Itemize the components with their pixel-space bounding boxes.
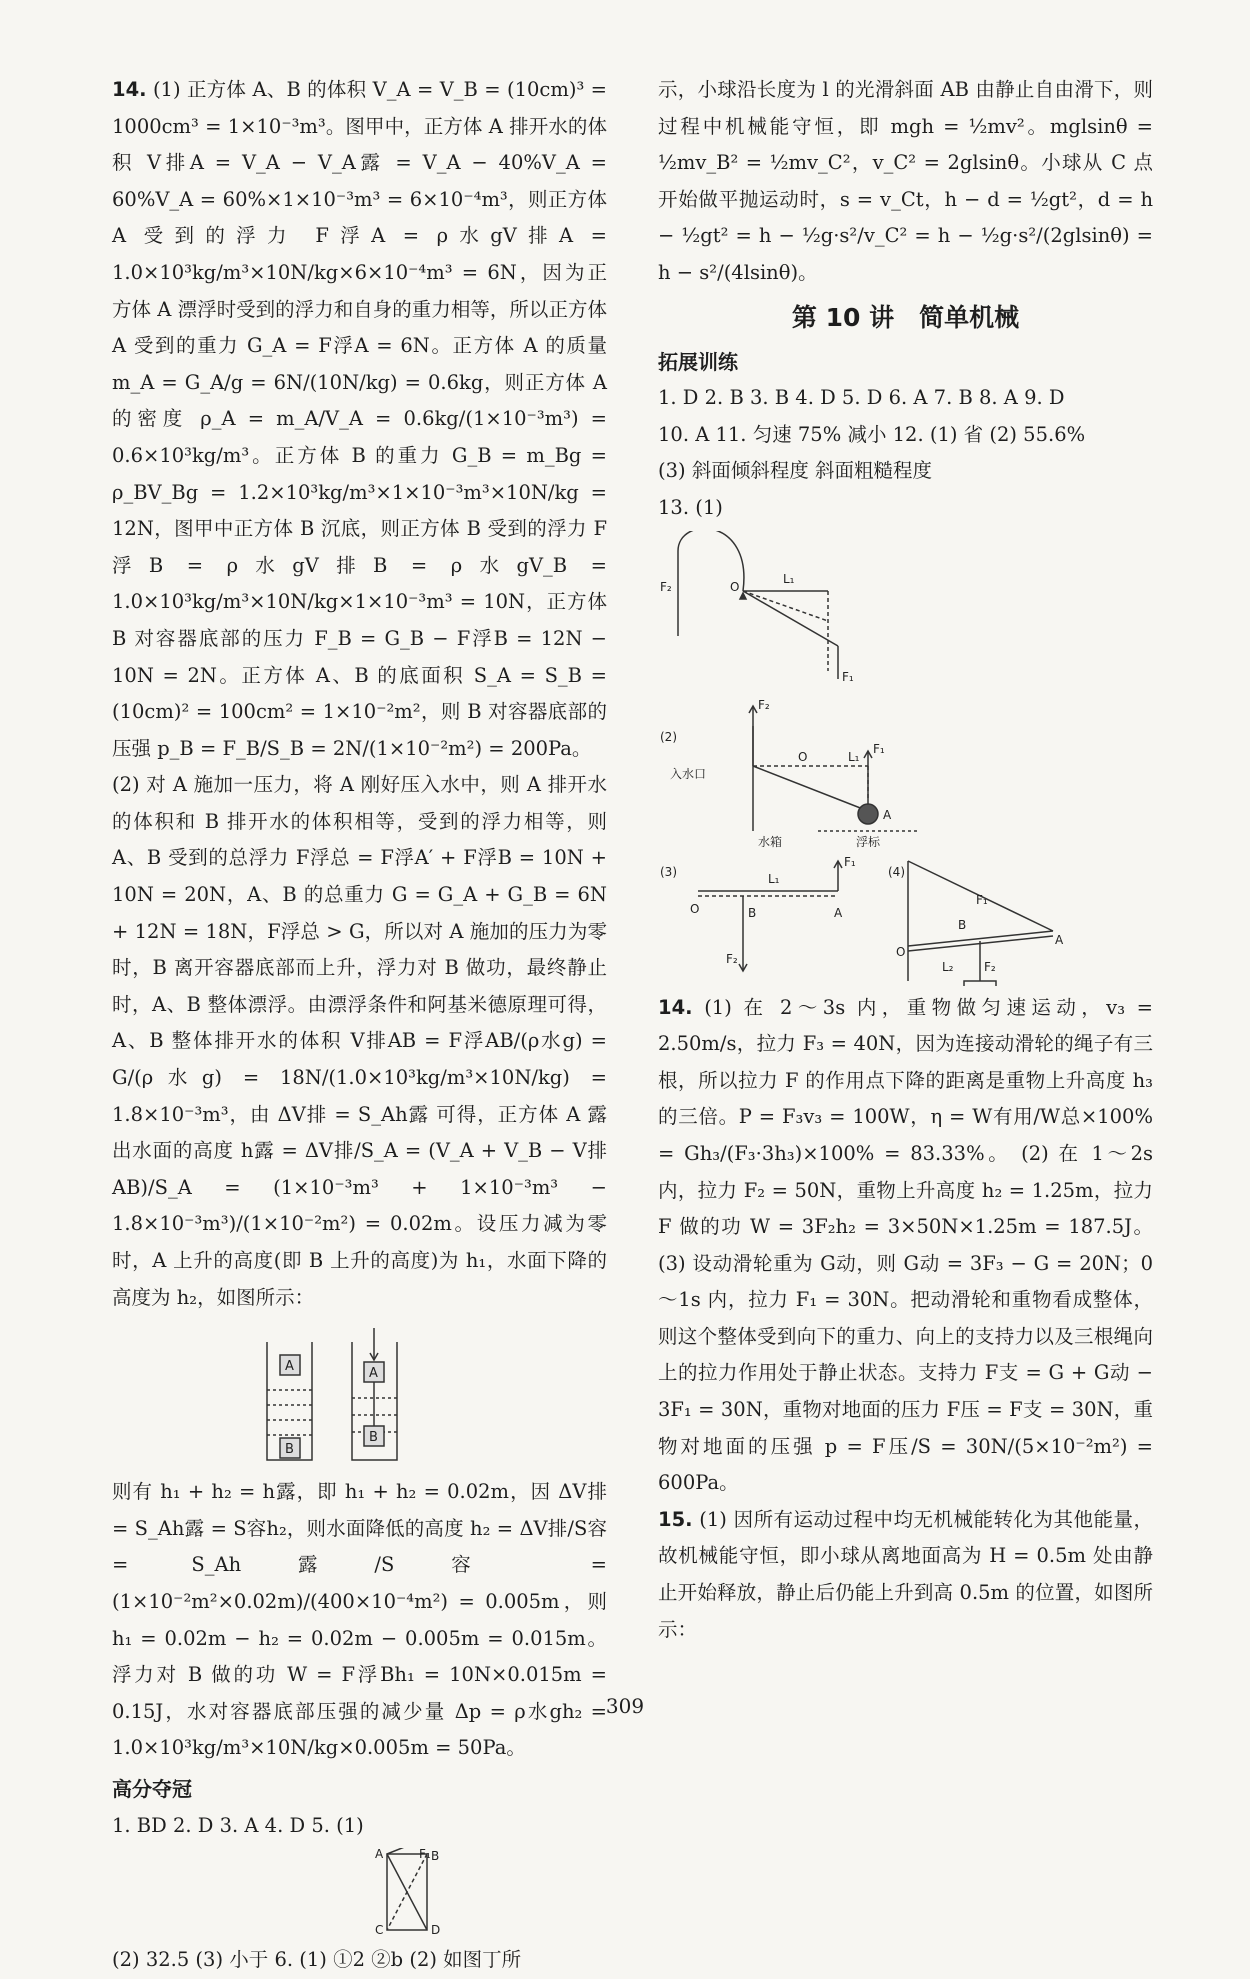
section-title-gaofen: 高分夺冠	[112, 1776, 192, 1801]
q13-3-o: O	[690, 901, 700, 916]
q14-part1-text: (1) 正方体 A、B 的体积 V_A = V_B = (10cm)³ = 1000cm³ = 1×10⁻³m³。图甲中，正方体 A 排开水的体积 V排A = V_A − V_A露 = V_A − 40%V_A = 60%V_A = 60%×1×10⁻³m³ = 6×10⁻⁴m³，则正方体 A 受到的浮力 F浮A = ρ水gV排A = 1.0×10³kg/m³×10N/kg×6×10⁻⁴m³ = 6N，因为正方体 A 漂浮时受到的浮力和自身的重力相等，所以正方体 A 受到的重力 G_A = F浮A = 6N。正方体 A 的质量 m_A = G_A/g = 6N/(10N/kg) = 0.6kg，则正方体 A 的密度 ρ_A = m_A/V_A = 0.6kg/(1×10⁻³m³) = 0.6×10³kg/m³。正方体 B 的重力 G_B = m_Bg = ρ_BV_Bg = 1.2×10³kg/m³×1×10⁻³m³×10N/kg = 12N，图甲中正方体 B 沉底，则正方体 B 受到的浮力 F浮B = ρ水gV排B = ρ水gV_B = 1.0×10³kg/m³×10N/kg×1×10⁻³m³ = 10N，正方体 B 对容器底部的压力 F_B = G_B − F浮B = 12N − 10N = 2N。正方体 A、B 的底面积 S_A = S_B = (10cm)² = 100cm² = 1×10⁻²m²，则 B 对容器底部的压强 p_B = F_B/S_B = 2N/(1×10⁻²m²) = 200Pa。	[112, 78, 608, 760]
q13-2-f2: F₂	[758, 697, 770, 712]
q5-label-a: A	[375, 1848, 384, 1862]
left-column	[112, 72, 607, 1979]
q5-label-b: B	[431, 1849, 440, 1864]
q13-label: 13. (1)	[658, 495, 723, 519]
tuozhan-answers-2: 10. A 11. 匀速 75% 减小 12. (1) 省 (2) 55.6%	[658, 422, 1086, 446]
fig-label-a1: A	[285, 1359, 294, 1375]
q13-1-o: O	[730, 579, 740, 594]
fig-label-b2: B	[369, 1430, 378, 1446]
q15-text: (1) 因所有运动过程中均无机械能转化为其他能量，故机械能守恒，即小球从离地面高为 H = 0.5m 处由静止开始释放，静止后仍能上升到高 0.5m 的位置，如图所示：	[658, 1507, 1153, 1641]
q15-paragraph	[658, 1502, 1153, 1648]
q13-1-f2: F₂	[660, 579, 672, 594]
q5-label-f1: F₁	[419, 1848, 431, 1862]
q13-4-f2: F₂	[984, 959, 996, 974]
q13-2-inlet: 入水口	[670, 766, 707, 781]
q14-after-figure: 则有 h₁ + h₂ = h露，即 h₁ + h₂ = 0.02m，因 ΔV排 = S_Ah露 = S容h₂，则水面降低的高度 h₂ = ΔV排/S容 = S_Ah露/S容 = (1×10⁻²m²×0.02m)/(400×10⁻⁴m²) = 0.005m，则 h₁ = 0.02m − h₂ = 0.02m − 0.005m = 0.015m。浮力对 B 做的功 W = F浮Bh₁ = 10N×0.015m = 0.15J，水对容器底部压强的减少量 Δp = ρ水gh₂ = 1.0×10³kg/m³×10N/kg×0.005m = 50Pa。	[112, 1480, 607, 1760]
q13-1-f1: F₁	[842, 669, 854, 684]
container-figure	[112, 1320, 607, 1470]
q13-4-part: (4)	[888, 864, 905, 879]
q5-rectangle-figure	[112, 1848, 607, 1938]
section-title-tuozhan: 拓展训练	[658, 349, 738, 374]
right-column	[658, 72, 1153, 1648]
page-number: 309	[605, 1694, 645, 1718]
q13-4-b: B	[958, 917, 967, 932]
q13-3-l1: L₁	[768, 871, 780, 886]
q13-3-part: (3)	[660, 864, 677, 879]
q13-2-l1: L₁	[848, 749, 860, 764]
gaofen-answers-1: 1. BD 2. D 3. A 4. D 5. (1)	[112, 1813, 364, 1837]
q13-4-l2: L₂	[942, 959, 954, 974]
q13-2-o: O	[798, 749, 808, 764]
q14-label: 14.	[112, 78, 147, 101]
q13-4-o: O	[896, 944, 906, 959]
q13-1-l1: L₁	[783, 571, 795, 586]
q13-4-a: A	[1055, 932, 1064, 947]
q13-3-b: B	[748, 905, 757, 920]
fig-label-b1: B	[285, 1442, 294, 1458]
q13-2-float: 浮标	[856, 834, 881, 849]
continuation-text: 示，小球沿长度为 l 的光滑斜面 AB 由静止自由滑下，则过程中机械能守恒，即 mgh = ½mv²。mglsinθ = ½mv_B² = ½mv_C²，v_C² = 2glsinθ。小球从 C 点开始做平抛运动时，s = v_Ct，h − d = ½gt²，d = h − ½gt² = h − ½g·s²/v_C² = h − ½g·s²/(2glsinθ) = h − s²/(4lsinθ)。	[658, 78, 1153, 284]
q14r-text: (1) 在 2～3s 内，重物做匀速运动，v₃ = 2.50m/s，拉力 F₃ = 40N，因为连接动滑轮的绳子有三根，所以拉力 F 的作用点下降的距离是重物上升高度 h₃ 的三倍。P = F₃v₃ = 100W，η = W有用/W总×100% = Gh₃/(F₃·3h₃)×100% = 83.33%。 (2) 在 1～2s 内，拉力 F₂ = 50N，重物上升高度 h₂ = 1.25m，拉力 F 做的功 W = 3F₂h₂ = 3×50N×1.25m = 187.5J。 (3) 设动滑轮重为 G动，则 G动 = 3F₃ − G = 20N；0～1s 内，拉力 F₁ = 30N。把动滑轮和重物看成整体，则这个整体受到向下的重力、向上的支持力以及三根绳向上的拉力作用处于静止状态。支持力 F支 = G + G动 − 3F₁ = 30N，重物对地面的压力 F压 = F支 = 30N，重物对地面的压强 p = F压/S = 30N/(5×10⁻²m²) = 600Pa。	[658, 995, 1153, 1495]
q13-2-tank: 水箱	[758, 834, 783, 849]
tuozhan-answers-1: 1. D 2. B 3. B 4. D 5. D 6. A 7. B 8. A 9. D	[658, 386, 1065, 410]
q13-4-f1: F₁	[976, 892, 988, 907]
q13-3-f2: F₂	[726, 951, 738, 966]
fig-label-a2: A	[369, 1366, 378, 1382]
q13-2-f1: F₁	[873, 741, 885, 756]
q13-lever-diagrams	[658, 531, 1153, 986]
q14-paragraph-1	[112, 72, 607, 767]
q14-paragraph-2: (2) 对 A 施加一压力，将 A 刚好压入水中，则 A 排开水的体积和 B 排开水的体积相等，受到的浮力相等，则 A、B 受到的总浮力 F浮总 = F浮A′ + F浮B = 10N + 10N = 20N，A、B 的总重力 G = G_A + G_B = 6N + 12N = 18N，F浮总 > G，所以对 A 施加的压力为零时，B 离开容器底部而上升，浮力对 B 做功，最终静止时，A、B 整体漂浮。由漂浮条件和阿基米德原理可得，A、B 整体排开水的体积 V排AB = F浮AB/(ρ水g) = G/(ρ水g) = 18N/(1.0×10³kg/m³×10N/kg) = 1.8×10⁻³m³，由 ΔV排 = S_Ah露 可得，正方体 A 露出水面的高度 h露 = ΔV排/S_A = (V_A + V_B − V排AB)/S_A = (1×10⁻³m³ + 1×10⁻³m³ − 1.8×10⁻³m³)/(1×10⁻²m²) = 0.02m。设压力减为零时，A 上升的高度(即 B 上升的高度)为 h₁，水面下降的高度为 h₂，如图所示：	[112, 773, 607, 1309]
chapter-title: 第 10 讲 简单机械	[791, 302, 1020, 332]
q5-label-d: D	[431, 1923, 441, 1938]
q13-2-part: (2)	[660, 729, 677, 744]
q13-2-a: A	[883, 807, 892, 822]
q5-label-c: C	[375, 1923, 384, 1938]
tuozhan-answers-3: (3) 斜面倾斜程度 斜面粗糙程度	[658, 459, 933, 483]
q14-right	[658, 990, 1153, 1502]
q15-label: 15.	[658, 1507, 693, 1531]
q13-3-f1: F₁	[844, 854, 856, 869]
q13-3-a: A	[834, 905, 843, 920]
gaofen-answers-2: (2) 32.5 (3) 小于 6. (1) ①2 ②b (2) 如图丁所	[112, 1948, 522, 1972]
q14r-label: 14.	[658, 995, 693, 1019]
